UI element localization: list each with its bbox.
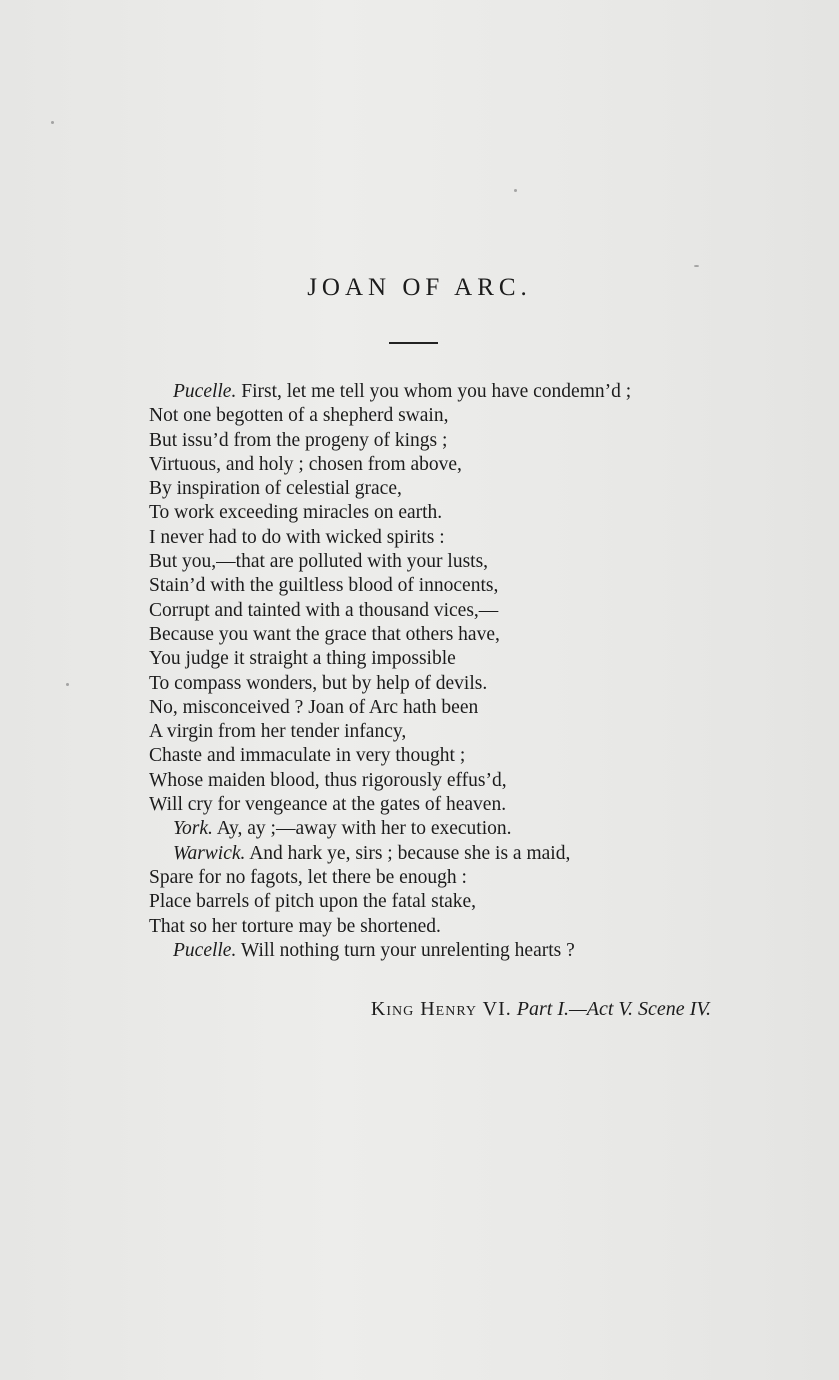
verse-line: But you,—that are polluted with your lusts, xyxy=(149,551,489,573)
speaker-name: Warwick. xyxy=(173,842,246,864)
verse-line: No, misconceived ? Joan of Arc hath been xyxy=(149,696,479,718)
verse-line: That so her torture may be shortened. xyxy=(149,915,441,937)
speaker-name: Pucelle. xyxy=(173,381,237,402)
line-text: And hark ye, sirs ; because she is a maid, xyxy=(245,842,571,864)
verse-line: Will cry for vengeance at the gates of heaven. xyxy=(149,794,507,816)
citation-part: Part I. xyxy=(516,998,569,1020)
verse-line: You judge it straight a thing impossible xyxy=(149,648,456,670)
verse-line xyxy=(149,817,789,841)
verse-line: By inspiration of celestial grace, xyxy=(149,478,402,500)
verse-line: Not one begotten of a shepherd swain, xyxy=(149,405,449,427)
verse-line: To compass wonders, but by help of devils. xyxy=(149,672,488,694)
verse-block xyxy=(149,380,789,963)
verse-line: Because you want the grace that others have, xyxy=(149,623,500,645)
citation-act-scene: —Act V. Scene IV. xyxy=(568,998,711,1020)
paper-speck xyxy=(51,121,54,124)
verse-line: But issu’d from the progeny of kings ; xyxy=(149,429,448,451)
verse-line xyxy=(149,939,789,963)
verse-line: A virgin from her tender infancy, xyxy=(149,721,407,743)
verse-line: Chaste and immaculate in very thought ; xyxy=(149,745,466,767)
verse-line: Corrupt and tainted with a thousand vices,— xyxy=(149,599,499,621)
page-title: JOAN OF ARC. xyxy=(307,274,532,301)
verse-line: Virtuous, and holy ; chosen from above, xyxy=(149,453,462,475)
paper-speck xyxy=(66,683,69,686)
verse-line: Whose maiden blood, thus rigorously effus’d, xyxy=(149,769,507,791)
title-divider xyxy=(389,342,438,344)
verse-line: Stain’d with the guiltless blood of innocents, xyxy=(149,575,499,597)
verse-line: I never had to do with wicked spirits : xyxy=(149,526,445,548)
verse-line xyxy=(149,842,789,866)
source-citation xyxy=(0,998,711,1021)
verse-line: Spare for no fagots, let there be enough : xyxy=(149,866,467,888)
paper-speck xyxy=(694,265,699,267)
citation-work: King Henry VI. xyxy=(370,998,512,1020)
speaker-name: Pucelle. xyxy=(173,939,237,961)
line-text: First, let me tell you whom you have condemn’d ; xyxy=(236,381,632,402)
speaker-name: York. xyxy=(173,818,213,840)
paper-speck xyxy=(514,189,517,192)
verse-line xyxy=(149,380,789,404)
verse-line: To work exceeding miracles on earth. xyxy=(149,502,443,524)
verse-line: Place barrels of pitch upon the fatal stake, xyxy=(149,891,477,913)
line-text: Ay, ay ;—away with her to execution. xyxy=(212,818,512,840)
line-text: Will nothing turn your unrelenting hearts ? xyxy=(236,939,575,961)
